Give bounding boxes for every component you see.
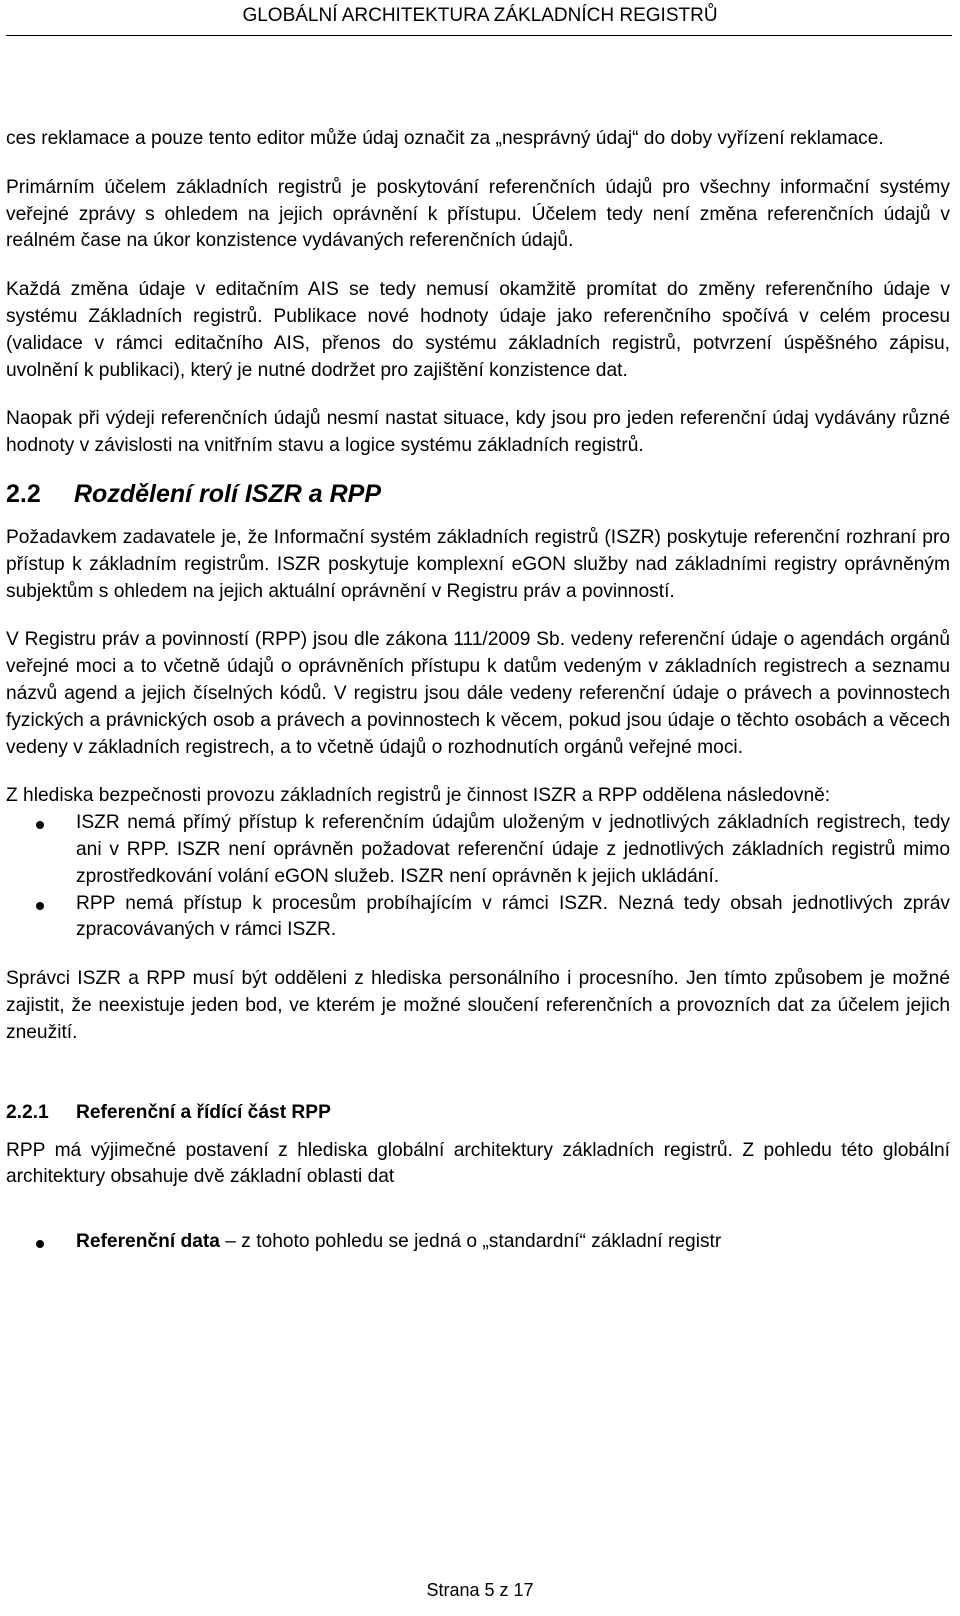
paragraph: Primárním účelem základních registrů je poskytování referenčních údajů pro všechny informační systémy veřejné zprávy s ohledem na jejich oprávnění k přístupu. Účelem tedy není změna referenčních údajů v reálném čase na úkor konzistence vydávaných referenčních údajů. [6,176,950,252]
section-heading [6,479,950,509]
list-item-text: – z tohoto pohledu se jedná o „standardní“ základní registr [219,1231,722,1253]
paragraph: Naopak při výdeji referenčních údajů nesmí nastat situace, kdy jsou pro jeden referenční údaj vydávány různé hodnoty v závislosti na vnitřním stavu a logice systému základních registrů. [6,408,950,457]
bullet-icon [36,902,44,910]
subsection-title: Referenční a řídící část RPP [76,1101,331,1123]
list-item-term: Referenční data [76,1231,220,1253]
list-item [6,1229,950,1256]
bullet-list [6,810,950,944]
list-item [6,891,950,945]
paragraph: Požadavkem zadavatele je, že Informační systém základních registrů (ISZR) poskytuje referenční rozhraní pro přístup k základním registrům. ISZR poskytuje komplexní eGON služby nad základními registry oprávněným subjektům s ohledem na jejich aktuální oprávnění v Registru práv a povinností. [6,526,950,602]
paragraph: V Registru práv a povinností (RPP) jsou dle zákona 111/2009 Sb. vedeny referenční údaje o agendách orgánů veřejné moci a to včetně údajů o oprávněních přístupu k datům vedeným v základních registrech a seznamu názvů agend a jejich číselných kódů. V registru jsou dále vedeny referenční údaje o právech a povinnostech fyzických a právnických osob a právech a povinnostech k věcem, pokud jsou údaje o těchto osobách a věcech vedeny v základních registrech, a to včetně údajů o rozhodnutích orgánů veřejné moci. [6,629,950,758]
list-item [6,810,950,890]
bullet-icon [36,1240,44,1248]
page-number: Strana 5 z 17 [426,1580,534,1600]
subsection-number: 2.2.1 [6,1101,49,1123]
section-title: Rozdělení rolí ISZR a RPP [74,479,381,508]
subsection-heading [6,1100,950,1126]
paragraph: ces reklamace a pouze tento editor může údaj označit za „nesprávný údaj“ do doby vyřízení reklamace. [6,128,884,149]
paragraph: Každá změna údaje v editačním AIS se tedy nemusí okamžitě promítat do změny referenčního údaje v systému Základních registrů. Publikace nové hodnoty údaje jako referenčního spočívá v celém procesu (validace v rámci editačního AIS, přenos do systému základních registrů, potvrzení úspěšného zápisu, uvolnění k publikaci), který je nutné dodržet pro zajištění konzistence dat. [6,279,950,381]
bullet-list [6,1229,950,1256]
paragraph: RPP má výjimečné postavení z hlediska globální architektury základních registrů. Z pohledu této globální architektury obsahuje dvě základní oblasti dat [6,1139,950,1188]
paragraph: Správci ISZR a RPP musí být odděleni z hlediska personálního i procesního. Jen tímto způsobem je možné zajistit, že neexistuje jeden bod, ve kterém je možné sloučení referenčních a provozních dat za účelem jejich zneužití. [6,968,950,1043]
list-item-text: RPP nemá přístup k procesům probíhajícím v rámci ISZR. Nezná tedy obsah jednotlivých zpráv zpracovávaných v rámci ISZR. [76,892,950,941]
page-header: GLOBÁLNÍ ARCHITEKTURA ZÁKLADNÍCH REGISTRŮ [242,5,718,26]
bullet-icon [36,821,44,829]
section-number: 2.2 [6,479,41,508]
header-divider [6,35,952,36]
document-body [6,126,950,1256]
list-item-text: ISZR nemá přímý přístup k referenčním údajům uloženým v jednotlivých základních registrech, tedy ani v RPP. ISZR není oprávněn požadovat referenční údaje z jednotlivých základních registrů mimo zprostředkování volání eGON služeb. ISZR není oprávněn k jejich ukládání. [76,812,950,887]
paragraph: Z hlediska bezpečnosti provozu základních registrů je činnost ISZR a RPP oddělena následovně: [6,785,831,807]
